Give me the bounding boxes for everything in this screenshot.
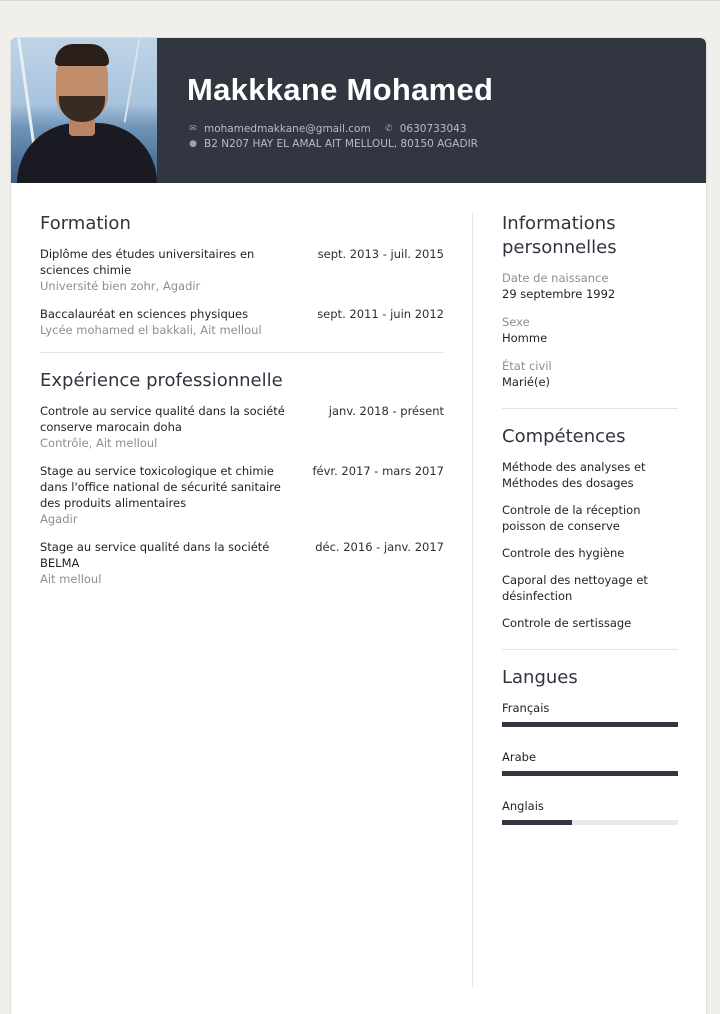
contact-address (187, 137, 478, 152)
skill-item: Controle des hygiène (502, 546, 625, 560)
language-name: Français (502, 701, 550, 715)
entry-date: déc. 2016 - janv. 2017 (315, 540, 444, 554)
language-level-fill (502, 722, 678, 727)
map-marker-icon: ● (189, 139, 197, 149)
entry-subtitle: Université bien zohr, Agadir (40, 279, 201, 293)
language-name: Arabe (502, 750, 537, 764)
formation-title: Formation (40, 213, 131, 234)
formation-entry (40, 246, 444, 294)
entry-date: févr. 2017 - mars 2017 (312, 464, 444, 478)
language-level-bar (502, 722, 678, 727)
language-level-fill (502, 820, 572, 825)
entry-title: Stage au service toxicologique et chimie dans l'office national de sécurité sanitaire des produits alimentaires (40, 464, 281, 510)
phone-text: 0630733043 (399, 123, 467, 135)
birth-value: 29 septembre 1992 (502, 287, 616, 301)
right-column (502, 212, 678, 847)
phone-icon: ✆ (384, 124, 393, 134)
experience-entry (40, 403, 444, 451)
column-divider (472, 212, 473, 988)
entry-title: Controle au service qualité dans la société conserve marocain doha (40, 404, 285, 434)
civil-status-label: État civil (502, 359, 552, 373)
email-text: mohamedmakkane@gmail.com (204, 123, 371, 135)
language-level-bar (502, 820, 678, 825)
skill-item: Controle de la réception poisson de conserve (502, 503, 641, 533)
contact-email[interactable] (187, 122, 371, 137)
birth-label: Date de naissance (502, 271, 609, 285)
entry-subtitle: Lycée mohamed el bakkali, Ait melloul (40, 323, 262, 337)
languages-title: Langues (502, 667, 578, 688)
skill-item: Controle de sertissage (502, 616, 632, 630)
skills-title: Compétences (502, 426, 626, 447)
language-level-fill (502, 771, 678, 776)
left-column (40, 212, 444, 599)
top-rule (0, 0, 720, 1)
header-info (157, 38, 493, 183)
section-divider (502, 408, 678, 409)
experience-entry (40, 463, 444, 527)
section-divider (40, 352, 444, 353)
entry-subtitle: Agadir (40, 512, 78, 526)
personal-info-title: Informations personnelles (502, 213, 617, 258)
formation-entry (40, 306, 444, 338)
profile-photo (11, 38, 157, 183)
entry-date: sept. 2011 - juin 2012 (317, 307, 444, 321)
address-text: B2 N207 HAY EL AMAL AIT MELLOUL, 80150 AGADIR (204, 138, 478, 150)
civil-status-value: Marié(e) (502, 375, 551, 389)
entry-date: janv. 2018 - présent (328, 404, 444, 418)
language-name: Anglais (502, 799, 544, 813)
person-name: Makkkane Mohamed (187, 72, 494, 107)
section-divider (502, 649, 678, 650)
entry-title: Baccalauréat en sciences physiques (40, 307, 249, 321)
envelope-icon: ✉ (189, 124, 197, 134)
sex-label: Sexe (502, 315, 530, 329)
contact-phone[interactable] (383, 122, 467, 137)
entry-title: Stage au service qualité dans la société BELMA (40, 540, 270, 570)
contact-block (187, 122, 493, 152)
entry-subtitle: Ait melloul (40, 572, 102, 586)
entry-subtitle: Contrôle, Ait melloul (40, 436, 158, 450)
skill-item: Méthode des analyses et Méthodes des dosages (502, 460, 646, 490)
entry-date: sept. 2013 - juil. 2015 (317, 247, 444, 261)
entry-title: Diplôme des études universitaires en sciences chimie (40, 247, 255, 277)
resume-header (11, 38, 706, 183)
experience-title: Expérience professionnelle (40, 370, 283, 391)
experience-entry (40, 539, 444, 587)
sex-value: Homme (502, 331, 548, 345)
skill-item: Caporal des nettoyage et désinfection (502, 573, 648, 603)
language-level-bar (502, 771, 678, 776)
